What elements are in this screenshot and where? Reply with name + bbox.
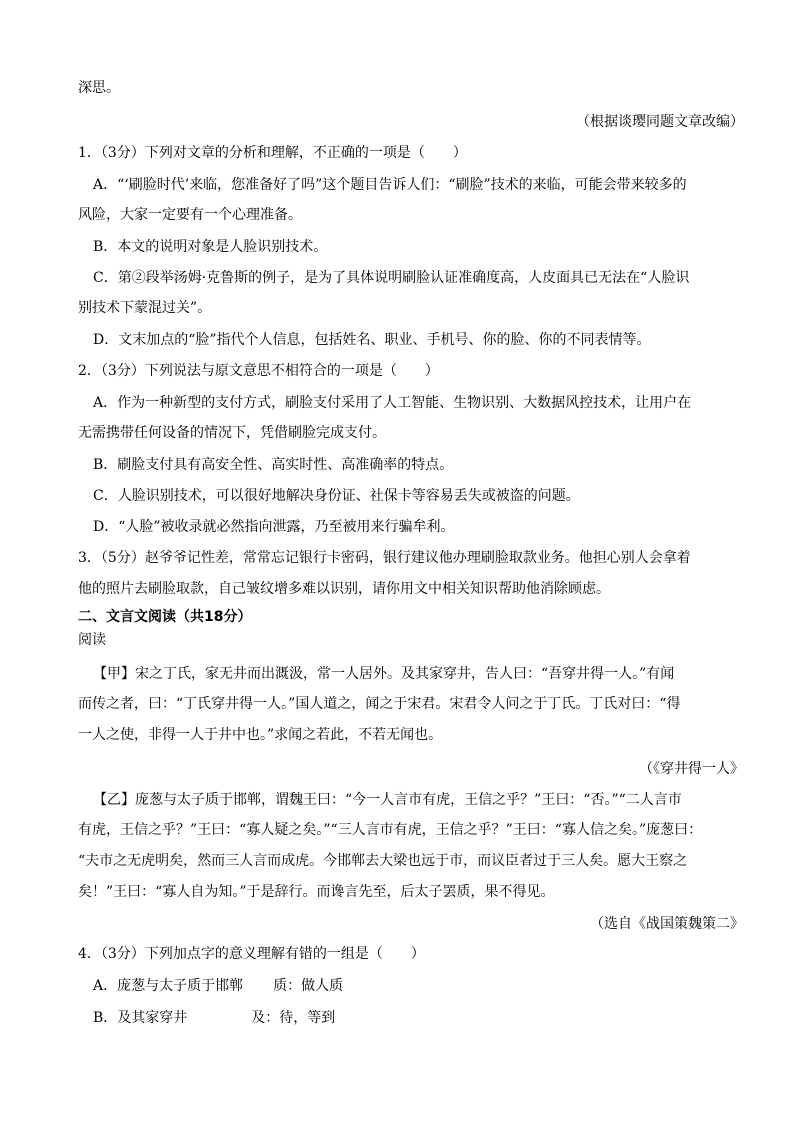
source-note: （根据谈璎同题文章改编）	[576, 114, 744, 130]
q1-option-a-cont: 风险，大家一定要有一个心理准备。	[78, 207, 302, 223]
q2-option-a: A．作为一种新型的支付方式，刷脸支付采用了人工智能、生物识别、大数据风控技术，让用户在	[93, 395, 692, 411]
q4-option-a	[93, 976, 734, 996]
q2-option-c: C．人脸识别技术，可以很好地解决身份证、社保卡等容易丢失或被盗的问题。	[93, 488, 580, 504]
q4-option-a-note: 质：做人质	[273, 978, 344, 994]
q1-option-c-cont: 别技术下蒙混过关”。	[78, 300, 212, 316]
passage-jia-source: （《穿井得一人》	[639, 761, 744, 777]
passage-yi-line-3: “夫市之无虎明矣，然而三人言而成虎。今邯郸去大梁也远于市，而议臣者过于三人矣。愿大王察之	[78, 853, 688, 869]
q1-option-b: B．本文的说明对象是人脸识别技术。	[93, 239, 328, 255]
q4-option-a-text: A．庞葱与太子质于邯郸	[93, 978, 244, 994]
passage-jia-line-1: 【甲】宋之丁氏，家无井而出溉汲，常一人居外。及其家穿井，告人曰：“吾穿井得一人。”有闻	[93, 666, 675, 682]
passage-yi-line-4: 矣！”王曰：“寡人自为知。”于是辞行。而谗言先至，后太子罢质，果不得见。	[78, 884, 555, 900]
question-3-line-1: 3．（5分）赵爷爷记性差，常常忘记银行卡密码，银行建议他办理刷脸取款业务。他担心别人会拿着	[78, 550, 691, 566]
q4-option-b-note: 及：待，等到	[251, 1010, 336, 1026]
question-1-stem: 1．（3分）下列对文章的分析和理解，不正确的一项是（ ）	[78, 145, 467, 161]
passage-yi-source: （选自《战国策魏策二》	[590, 916, 744, 932]
passage-yi-line-1: 【乙】庞葱与太子质于邯郸，谓魏王曰：“今一人言市有虎，王信之乎？”王曰：“否。”“二人言市	[93, 792, 682, 808]
question-2-stem: 2．（3分）下列说法与原文意思不相符合的一项是（ ）	[78, 363, 439, 379]
q4-option-b-text: B．及其家穿井	[93, 1010, 188, 1026]
q2-option-d: D．“人脸”被收录就必然指向泄露，乃至被用来行骗牟利。	[93, 519, 455, 535]
q4-option-b	[93, 1008, 734, 1028]
question-3-line-2: 他的照片去刷脸取款，自己皱纹增多难以识别，请你用文中相关知识帮助他消除顾虑。	[78, 581, 610, 597]
section-heading: 二、文言文阅读（共18分）	[78, 609, 252, 625]
q2-option-a-cont: 无需携带任何设备的情况下，凭借刷脸完成支付。	[78, 425, 386, 441]
q1-option-c: C．第②段举汤姆·克鲁斯的例子，是为了具体说明刷脸认证准确度高，人皮面具已无法在“人脸识	[93, 270, 690, 286]
q2-option-b: B．刷脸支付具有高安全性、高实时性、高准确率的特点。	[93, 457, 454, 473]
passage-jia-line-3: 一人之使，非得一人于井中也。”求闻之若此，不若无闻也。	[78, 727, 443, 743]
passage-yi-line-2: 有虎，王信之乎？”王曰：“寡人疑之矣。”“三人言市有虎，王信之乎？”王曰：“寡人信之矣。”庞葱曰：	[78, 822, 703, 838]
passage-jia-line-2: 而传之者，曰：“丁氏穿井得一人。”国人道之，闻之于宋君。宋君令人问之于丁氏。丁氏对曰：“得	[78, 696, 681, 712]
question-4-stem: 4．（3分）下列加点字的意义理解有错的一组是（ ）	[78, 946, 425, 962]
q1-option-d: D．文末加点的“脸”指代个人信息，包括姓名、职业、手机号、你的脸、你的不同表情等。	[93, 332, 651, 348]
q1-option-a: A．“‘刷脸时代’来临，您准备好了吗”这个题目告诉人们：“刷脸”技术的来临，可能会带来较多的	[93, 177, 687, 193]
text-line: 深思。	[78, 80, 120, 96]
section-subheading: 阅读	[78, 632, 106, 648]
